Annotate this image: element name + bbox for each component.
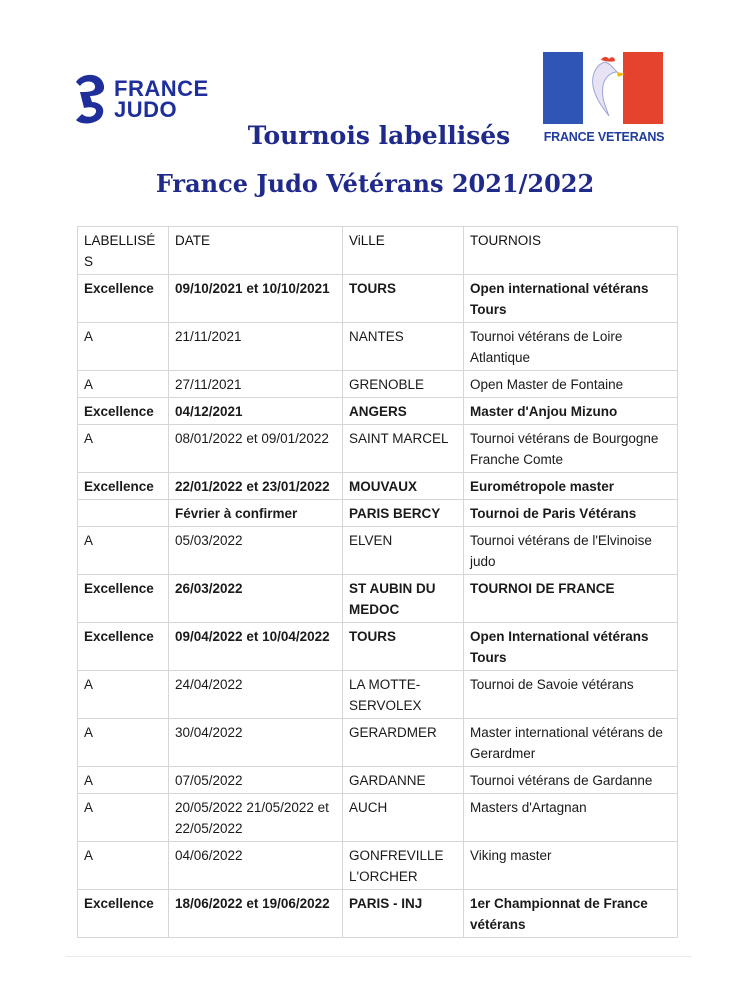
label-cell: Excellence	[78, 398, 169, 425]
tournament-cell: 1er Championnat de France vétérans	[464, 890, 678, 938]
table-row	[78, 575, 678, 623]
date-cell: 21/11/2021	[169, 323, 343, 371]
date-cell: 26/03/2022	[169, 575, 343, 623]
header-tournois: TOURNOIS	[464, 227, 678, 275]
label-cell: Excellence	[78, 623, 169, 671]
france-judo-emblem-icon	[72, 72, 108, 126]
tournament-cell: Masters d'Artagnan	[464, 794, 678, 842]
table-row	[78, 398, 678, 425]
tournament-cell: Tournoi de Savoie vétérans	[464, 671, 678, 719]
city-cell: GARDANNE	[343, 767, 464, 794]
label-cell	[78, 500, 169, 527]
city-cell: ELVEN	[343, 527, 464, 575]
tournament-cell: Eurométropole master	[464, 473, 678, 500]
date-cell: 18/06/2022 et 19/06/2022	[169, 890, 343, 938]
page-title: Tournois labellisés	[247, 121, 511, 150]
table-row	[78, 842, 678, 890]
city-cell: TOURS	[343, 623, 464, 671]
tournament-cell: Open International vétérans Tours	[464, 623, 678, 671]
tournament-cell: Open international vétérans Tours	[464, 275, 678, 323]
rooster-icon	[541, 50, 667, 130]
tournament-cell: Master d'Anjou Mizuno	[464, 398, 678, 425]
label-cell: A	[78, 842, 169, 890]
table-header-row	[78, 227, 678, 275]
city-cell: NANTES	[343, 323, 464, 371]
date-cell: 08/01/2022 et 09/01/2022	[169, 425, 343, 473]
date-cell: 27/11/2021	[169, 371, 343, 398]
france-veterans-text: FRANCE VETERANS	[543, 130, 665, 144]
tournament-cell: Tournoi vétérans de l'Elvinoise judo	[464, 527, 678, 575]
city-cell: SAINT MARCEL	[343, 425, 464, 473]
date-cell: Février à confirmer	[169, 500, 343, 527]
tournament-cell: Viking master	[464, 842, 678, 890]
table-row	[78, 323, 678, 371]
label-cell: A	[78, 527, 169, 575]
date-cell: 20/05/2022 21/05/2022 et 22/05/2022	[169, 794, 343, 842]
table-row	[78, 527, 678, 575]
table-row	[78, 371, 678, 398]
label-cell: Excellence	[78, 575, 169, 623]
date-cell: 05/03/2022	[169, 527, 343, 575]
header-labellises: LABELLISÉS	[78, 227, 169, 275]
label-cell: A	[78, 425, 169, 473]
city-cell: PARIS BERCY	[343, 500, 464, 527]
bottom-divider	[66, 956, 692, 957]
city-cell: AUCH	[343, 794, 464, 842]
date-cell: 09/04/2022 et 10/04/2022	[169, 623, 343, 671]
city-cell: MOUVAUX	[343, 473, 464, 500]
date-cell: 09/10/2021 et 10/10/2021	[169, 275, 343, 323]
label-cell: Excellence	[78, 275, 169, 323]
city-cell: TOURS	[343, 275, 464, 323]
city-cell: ST AUBIN DU MEDOC	[343, 575, 464, 623]
page-subtitle: France Judo Vétérans 2021/2022	[155, 169, 595, 198]
header-date: DATE	[169, 227, 343, 275]
tournament-cell: Master international vétérans de Gerardmer	[464, 719, 678, 767]
tournament-cell: TOURNOI DE FRANCE	[464, 575, 678, 623]
label-cell: A	[78, 794, 169, 842]
date-cell: 04/06/2022	[169, 842, 343, 890]
tournament-cell: Tournoi de Paris Vétérans	[464, 500, 678, 527]
table-row	[78, 671, 678, 719]
table-row	[78, 719, 678, 767]
table-row	[78, 767, 678, 794]
date-cell: 30/04/2022	[169, 719, 343, 767]
tournament-cell: Tournoi vétérans de Loire Atlantique	[464, 323, 678, 371]
tournaments-table	[77, 226, 678, 938]
label-cell: A	[78, 371, 169, 398]
table-row	[78, 275, 678, 323]
france-judo-logo	[72, 72, 209, 126]
table-row	[78, 794, 678, 842]
label-cell: A	[78, 671, 169, 719]
tournament-cell: Tournoi vétérans de Bourgogne Franche Comte	[464, 425, 678, 473]
date-cell: 04/12/2021	[169, 398, 343, 425]
label-cell: A	[78, 323, 169, 371]
tournament-cell: Open Master de Fontaine	[464, 371, 678, 398]
city-cell: ANGERS	[343, 398, 464, 425]
table-row	[78, 890, 678, 938]
date-cell: 22/01/2022 et 23/01/2022	[169, 473, 343, 500]
city-cell: GONFREVILLE L'ORCHER	[343, 842, 464, 890]
tournament-cell: Tournoi vétérans de Gardanne	[464, 767, 678, 794]
table-row	[78, 425, 678, 473]
label-cell: Excellence	[78, 473, 169, 500]
label-cell: A	[78, 767, 169, 794]
logo-line-1: FRANCE	[114, 76, 209, 101]
city-cell: GERARDMER	[343, 719, 464, 767]
logo-line-2: JUDO	[114, 97, 178, 122]
header-ville: ViLLE	[343, 227, 464, 275]
table-body	[78, 275, 678, 938]
date-cell: 24/04/2022	[169, 671, 343, 719]
table-row	[78, 623, 678, 671]
table-row	[78, 500, 678, 527]
label-cell: Excellence	[78, 890, 169, 938]
label-cell: A	[78, 719, 169, 767]
table-row	[78, 473, 678, 500]
date-cell: 07/05/2022	[169, 767, 343, 794]
city-cell: PARIS - INJ	[343, 890, 464, 938]
city-cell: LA MOTTE-SERVOLEX	[343, 671, 464, 719]
city-cell: GRENOBLE	[343, 371, 464, 398]
